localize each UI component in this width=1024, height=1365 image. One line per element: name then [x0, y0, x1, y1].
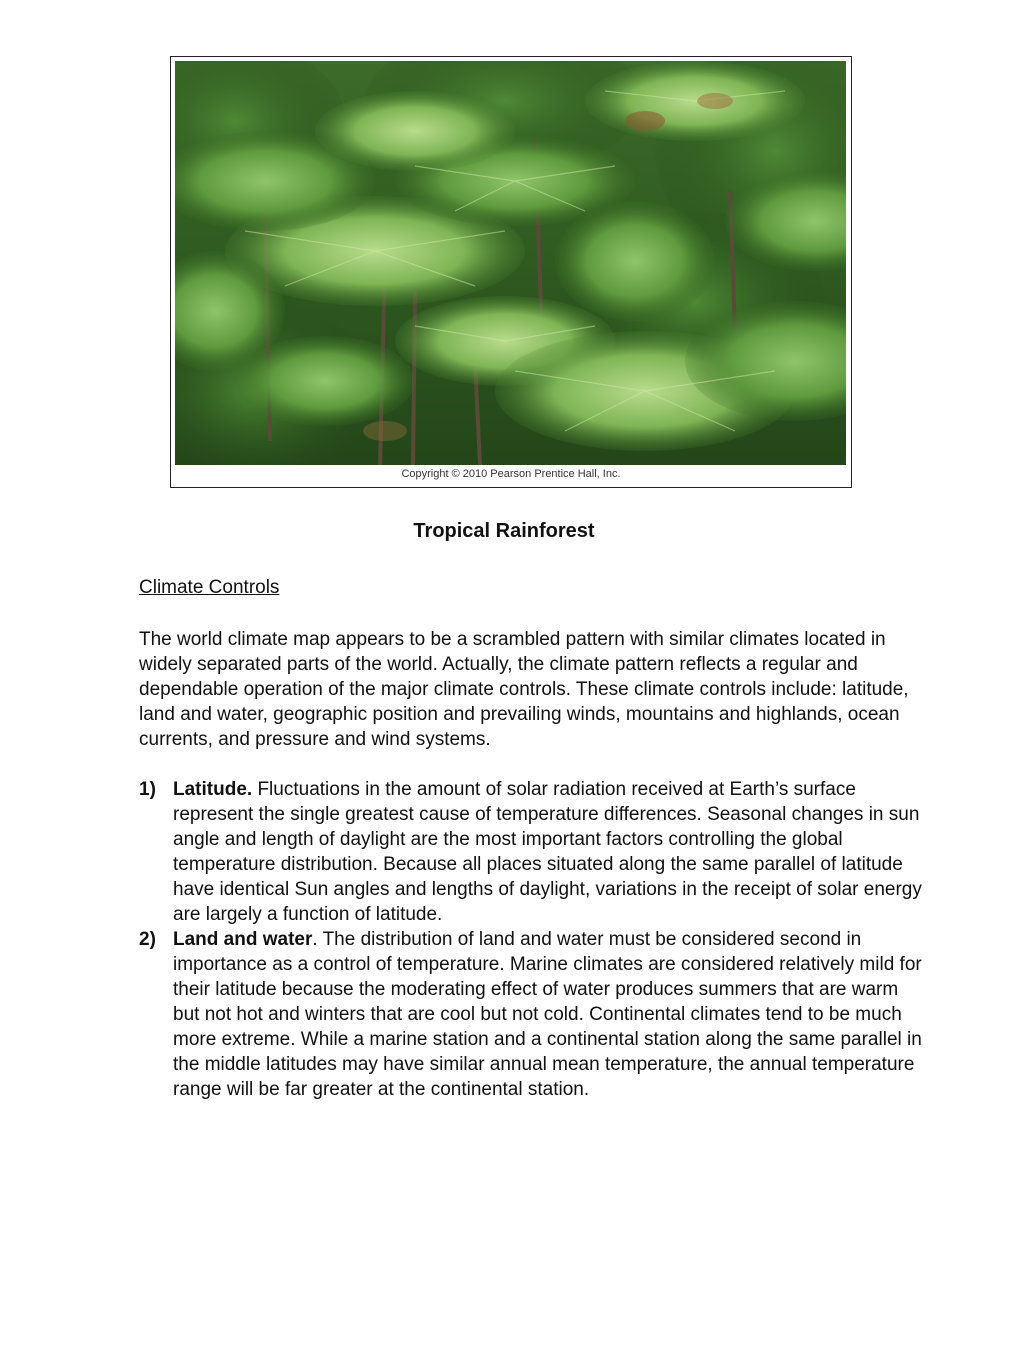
- intro-paragraph: The world climate map appears to be a scrambled pattern with similar climates located in widely separated parts of the world. Actually, the climate pattern reflects a regular and dependable operation of the major climate controls. These climate controls include: latitude, land and water, geographic position and prevailing winds, mountains and highlands, ocean currents, and pressure and wind systems.: [139, 629, 909, 750]
- section-heading: Climate Controls: [139, 577, 280, 598]
- rainforest-figure: [170, 56, 852, 488]
- photo-caption: Copyright © 2010 Pearson Prentice Hall, Inc.: [401, 468, 621, 480]
- item-number: 2): [139, 929, 156, 950]
- page-title: Tropical Rainforest: [413, 520, 595, 542]
- list-item: [139, 777, 924, 927]
- item-term: Latitude.: [173, 779, 253, 800]
- item-text: . The distribution of land and water must be considered second in importance as a control of temperature. Marine climates are considered relatively mild for their latitude because the moderating effect of water produces summers that are warm but not hot and winters that are cool but not cold. Continental climates tend to be much more extreme. While a marine station and a continental station along the same parallel in the middle latitudes may have similar annual mean temperature, the annual temperature range will be far greater at the continental station.: [173, 929, 922, 1100]
- item-text: Fluctuations in the amount of solar radiation received at Earth’s surface represent the single greatest cause of temperature differences. Seasonal changes in sun angle and length of daylight are the most important factors controlling the global temperature distribution. Because all places situated along the same parallel of latitude have identical Sun angles and lengths of daylight, variations in the receipt of solar energy are largely a function of latitude.: [173, 779, 922, 925]
- list-item: [139, 927, 924, 1102]
- item-term: Land and water: [173, 929, 313, 950]
- climate-controls-list: [139, 777, 924, 1102]
- item-number: 1): [139, 779, 156, 800]
- rainforest-photo: [175, 61, 846, 465]
